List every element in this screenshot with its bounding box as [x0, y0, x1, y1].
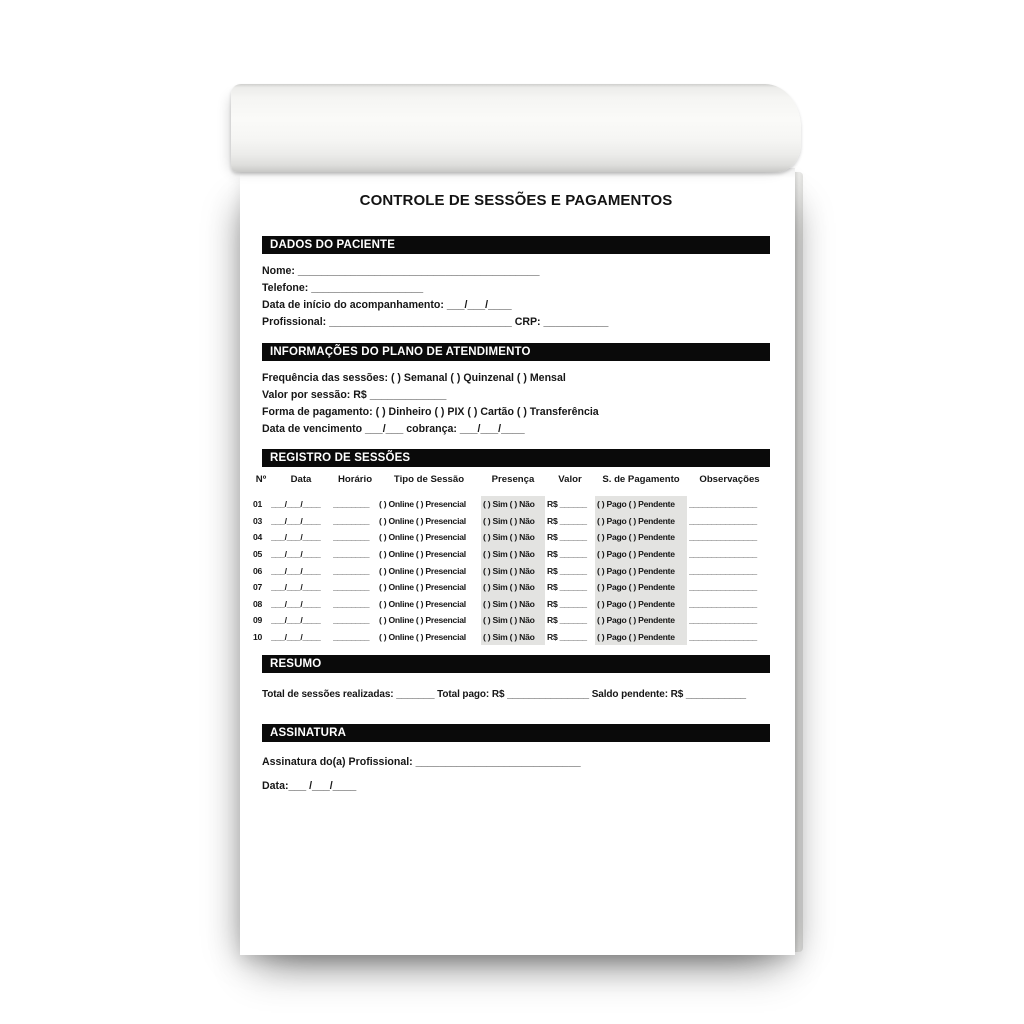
column-header-observacoes: Observações — [699, 474, 760, 485]
sessions-table-header — [253, 474, 770, 485]
session-payment-checkboxes: ( ) Pago ( ) Pendente — [595, 562, 687, 579]
session-time-blank: ________ — [333, 532, 370, 543]
session-notes-blank: _______________ — [689, 549, 757, 560]
session-notes-blank: _______________ — [689, 532, 757, 543]
field-vencimento-cobranca: Data de vencimento ___/___ cobrança: ___/___/____ — [262, 423, 525, 435]
field-nome: Nome: _________________________________________ — [262, 265, 540, 277]
session-value-blank: R$ ______ — [547, 532, 587, 543]
session-date-blank: ___/___/____ — [271, 615, 321, 626]
summary-totals-line: Total de sessões realizadas: _______ Total pago: R$ _______________ Saldo pendente: R$ ___________ — [262, 689, 746, 701]
session-row — [253, 529, 770, 546]
session-presence-checkboxes: ( ) Sim ( ) Não — [481, 513, 545, 530]
session-row — [253, 629, 770, 646]
session-type-checkboxes: ( ) Online ( ) Presencial — [379, 632, 466, 643]
field-valor-sessao: Valor por sessão: R$ _____________ — [262, 389, 447, 401]
session-time-blank: ________ — [333, 499, 370, 510]
session-row — [253, 496, 770, 513]
session-value-blank: R$ ______ — [547, 549, 587, 560]
field-profissional-crp: Profissional: _______________________________ CRP: ___________ — [262, 316, 609, 328]
field-assinatura-profissional: Assinatura do(a) Profissional: ____________________________ — [262, 756, 581, 769]
session-date-blank: ___/___/____ — [271, 632, 321, 643]
column-header-presenca: Presença — [491, 474, 535, 485]
session-date-blank: ___/___/____ — [271, 499, 321, 510]
session-payment-checkboxes: ( ) Pago ( ) Pendente — [595, 496, 687, 513]
session-date-blank: ___/___/____ — [271, 565, 321, 576]
session-presence-checkboxes: ( ) Sim ( ) Não — [481, 546, 545, 563]
session-notes-blank: _______________ — [689, 499, 757, 510]
section-header-assinatura: ASSINATURA — [262, 724, 770, 742]
field-data-inicio: Data de início do acompanhamento: ___/___/____ — [262, 299, 512, 311]
session-presence-checkboxes: ( ) Sim ( ) Não — [481, 612, 545, 629]
session-presence-checkboxes: ( ) Sim ( ) Não — [481, 562, 545, 579]
session-time-blank: ________ — [333, 515, 370, 526]
field-forma-pagamento: Forma de pagamento: ( ) Dinheiro ( ) PIX ( ) Cartão ( ) Transferência — [262, 406, 599, 418]
session-time-blank: ________ — [333, 549, 370, 560]
session-payment-checkboxes: ( ) Pago ( ) Pendente — [595, 612, 687, 629]
session-presence-checkboxes: ( ) Sim ( ) Não — [481, 496, 545, 513]
session-notes-blank: _______________ — [689, 632, 757, 643]
session-time-blank: ________ — [333, 615, 370, 626]
session-value-blank: R$ ______ — [547, 499, 587, 510]
session-date-blank: ___/___/____ — [271, 549, 321, 560]
session-date-blank: ___/___/____ — [271, 532, 321, 543]
session-number: 06 — [253, 565, 263, 576]
session-number: 07 — [253, 582, 263, 593]
session-value-blank: R$ ______ — [547, 515, 587, 526]
session-type-checkboxes: ( ) Online ( ) Presencial — [379, 499, 466, 510]
sessions-rows — [253, 496, 770, 645]
field-telefone: Telefone: ___________________ — [262, 282, 424, 294]
session-payment-checkboxes: ( ) Pago ( ) Pendente — [595, 596, 687, 613]
section-header-informacoes-plano: INFORMAÇÕES DO PLANO DE ATENDIMENTO — [262, 343, 770, 361]
session-date-blank: ___/___/____ — [271, 582, 321, 593]
patient-fields — [262, 263, 770, 331]
form-title: CONTROLE DE SESSÕES E PAGAMENTOS — [359, 192, 673, 209]
session-value-blank: R$ ______ — [547, 598, 587, 609]
column-header-data: Data — [290, 474, 312, 485]
column-header-horario: Horário — [337, 474, 373, 485]
session-row — [253, 513, 770, 530]
session-value-blank: R$ ______ — [547, 632, 587, 643]
session-number: 09 — [253, 615, 263, 626]
form-content — [253, 168, 770, 795]
session-presence-checkboxes: ( ) Sim ( ) Não — [481, 596, 545, 613]
session-type-checkboxes: ( ) Online ( ) Presencial — [379, 532, 466, 543]
session-row — [253, 562, 770, 579]
session-time-blank: ________ — [333, 582, 370, 593]
section-header-dados-do-paciente: DADOS DO PACIENTE — [262, 236, 770, 254]
session-number: 05 — [253, 549, 263, 560]
session-value-blank: R$ ______ — [547, 582, 587, 593]
session-presence-checkboxes: ( ) Sim ( ) Não — [481, 529, 545, 546]
section-header-registro-sessoes: REGISTRO DE SESSÕES — [262, 449, 770, 467]
session-date-blank: ___/___/____ — [271, 515, 321, 526]
field-assinatura-data: Data:___ /___/____ — [262, 780, 357, 793]
sessions-table — [253, 474, 770, 645]
session-notes-blank: _______________ — [689, 582, 757, 593]
session-value-blank: R$ ______ — [547, 615, 587, 626]
session-type-checkboxes: ( ) Online ( ) Presencial — [379, 598, 466, 609]
session-number: 10 — [253, 632, 263, 643]
session-number: 03 — [253, 515, 263, 526]
session-type-checkboxes: ( ) Online ( ) Presencial — [379, 565, 466, 576]
session-payment-checkboxes: ( ) Pago ( ) Pendente — [595, 546, 687, 563]
session-type-checkboxes: ( ) Online ( ) Presencial — [379, 615, 466, 626]
column-header-tipo-sessao: Tipo de Sessão — [393, 474, 465, 485]
session-number: 04 — [253, 532, 263, 543]
session-time-blank: ________ — [333, 598, 370, 609]
notepad-page-curl — [231, 84, 801, 172]
session-time-blank: ________ — [333, 565, 370, 576]
session-type-checkboxes: ( ) Online ( ) Presencial — [379, 515, 466, 526]
session-type-checkboxes: ( ) Online ( ) Presencial — [379, 582, 466, 593]
session-value-blank: R$ ______ — [547, 565, 587, 576]
column-header-s-de-pagamento: S. de Pagamento — [602, 474, 680, 485]
session-payment-checkboxes: ( ) Pago ( ) Pendente — [595, 629, 687, 646]
session-notes-blank: _______________ — [689, 565, 757, 576]
session-presence-checkboxes: ( ) Sim ( ) Não — [481, 629, 545, 646]
column-header-valor: Valor — [558, 474, 582, 485]
session-notes-blank: _______________ — [689, 515, 757, 526]
column-header-numero: Nº — [255, 474, 267, 485]
session-row — [253, 612, 770, 629]
notepad-stack-edge — [794, 172, 803, 952]
session-row — [253, 546, 770, 563]
session-notes-blank: _______________ — [689, 598, 757, 609]
session-row — [253, 579, 770, 596]
session-number: 08 — [253, 598, 263, 609]
session-payment-checkboxes: ( ) Pago ( ) Pendente — [595, 579, 687, 596]
session-time-blank: ________ — [333, 632, 370, 643]
session-number: 01 — [253, 499, 263, 510]
session-row — [253, 596, 770, 613]
session-notes-blank: _______________ — [689, 615, 757, 626]
plan-fields — [262, 370, 770, 438]
section-header-resumo: RESUMO — [262, 655, 770, 673]
session-type-checkboxes: ( ) Online ( ) Presencial — [379, 549, 466, 560]
form-sheet — [240, 168, 795, 955]
session-presence-checkboxes: ( ) Sim ( ) Não — [481, 579, 545, 596]
field-frequencia-sessoes: Frequência das sessões: ( ) Semanal ( ) Quinzenal ( ) Mensal — [262, 372, 566, 384]
session-payment-checkboxes: ( ) Pago ( ) Pendente — [595, 529, 687, 546]
session-payment-checkboxes: ( ) Pago ( ) Pendente — [595, 513, 687, 530]
session-date-blank: ___/___/____ — [271, 598, 321, 609]
